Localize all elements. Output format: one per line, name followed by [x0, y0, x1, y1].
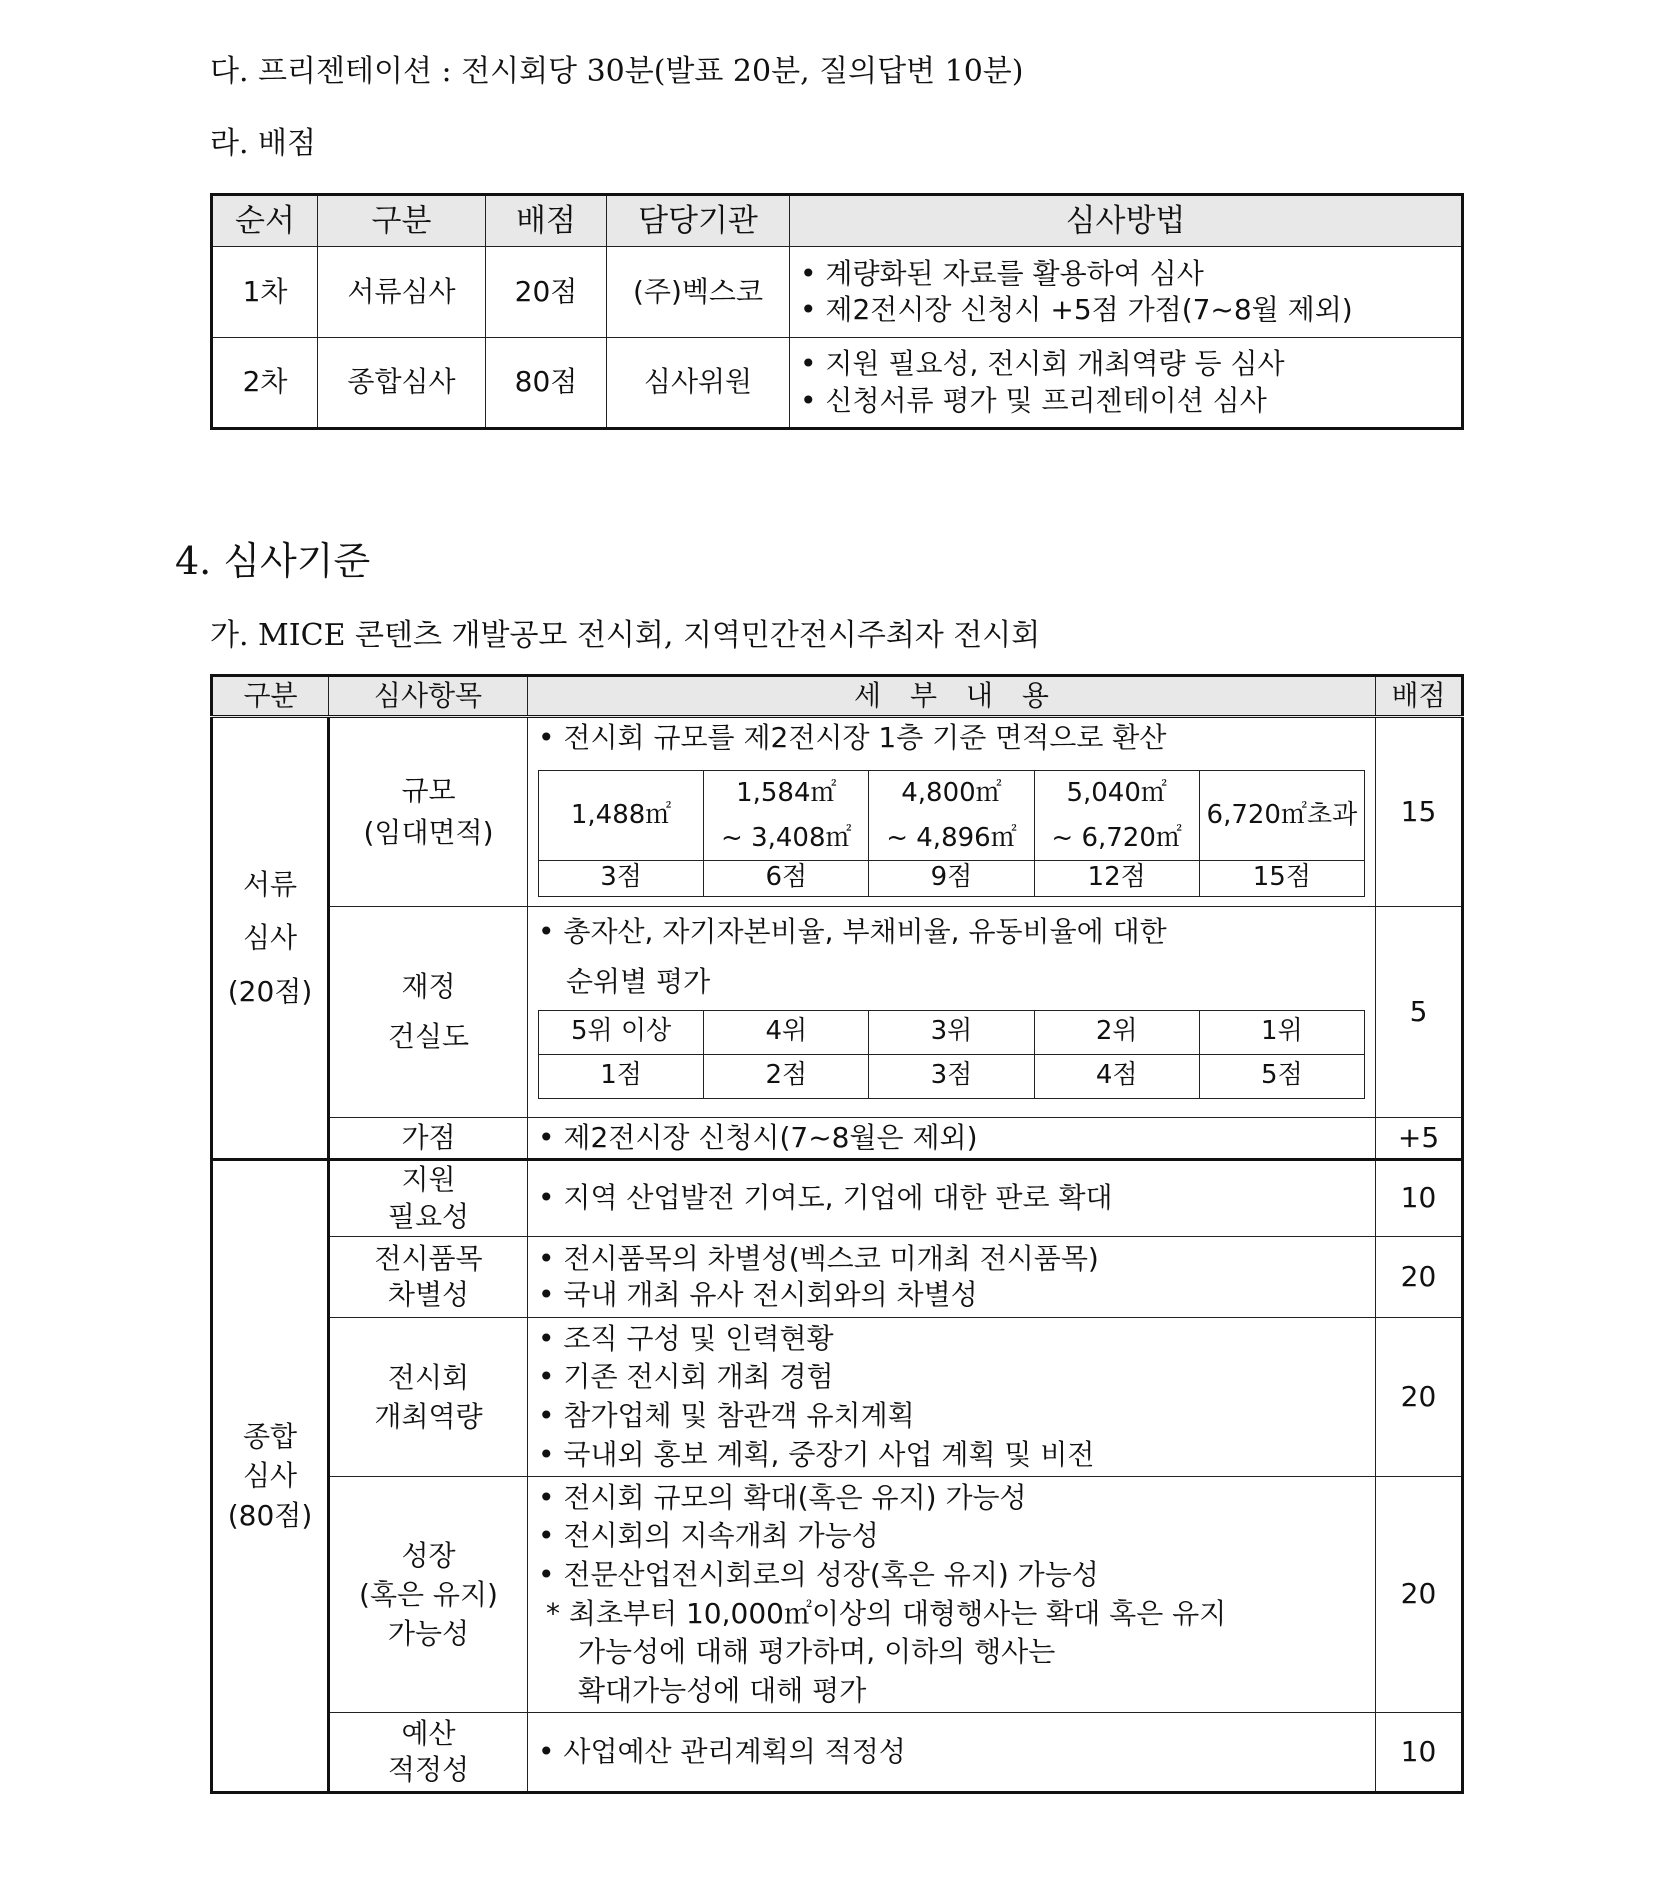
detail-text: • 전시회의 지속개최 가능성	[538, 1519, 879, 1553]
category-label: 서류	[242, 868, 298, 902]
table-row	[212, 247, 1463, 338]
table-row	[212, 1318, 1463, 1477]
detail-text: • 조직 구성 및 인력현황	[538, 1321, 834, 1355]
score-need: 10	[1376, 1160, 1463, 1237]
points-cell: 1점	[539, 1054, 704, 1098]
range-cell: 6,720㎡초과	[1199, 771, 1364, 860]
item-budget: 예산 적정성	[329, 1713, 528, 1793]
points-cell: 6점	[704, 860, 869, 896]
detail-finance	[528, 907, 1376, 1118]
points-cell: 3점	[539, 860, 704, 896]
item-label: 규모	[401, 774, 456, 807]
points-cell: 2점	[704, 1054, 869, 1098]
rank-cell: 3위	[869, 1010, 1034, 1054]
method-item: • 신청서류 평가 및 프리젠테이션 심사	[800, 383, 1267, 417]
score: 80점	[486, 338, 607, 429]
detail-need	[528, 1160, 1376, 1237]
score-bonus: +5	[1376, 1118, 1463, 1160]
category-document-review	[212, 717, 329, 1160]
item-finance	[329, 907, 528, 1118]
method-item: • 제2전시장 신청시 +5점 가점(7~8월 제외)	[800, 293, 1353, 326]
method-item: • 계량화된 자료를 활용하여 심사	[800, 256, 1204, 290]
item-differentiation: 전시품목 차별성	[329, 1237, 528, 1318]
rank-cell: 2위	[1034, 1010, 1199, 1054]
table-row	[212, 1477, 1463, 1713]
table-row	[212, 338, 1463, 429]
detail-differentiation	[528, 1237, 1376, 1318]
score: 20점	[486, 247, 607, 338]
table-row	[212, 1713, 1463, 1793]
item-capacity: 전시회 개최역량	[329, 1318, 528, 1477]
section-subtitle: 가. MICE 콘텐츠 개발공모 전시회, 지역민간전시주최자 전시회	[210, 618, 1041, 653]
header-score: 배점	[1376, 676, 1463, 717]
score-growth: 20	[1376, 1477, 1463, 1713]
scoring-table	[210, 193, 1464, 430]
item-growth: 성장 (혹은 유지) 가능성	[329, 1477, 528, 1713]
header-method: 심사방법	[790, 195, 1463, 247]
detail-text: 순위별 평가	[566, 965, 711, 999]
note-text: * 최초부터 10,000㎡이상의 대형행사는 확대 혹은 유지	[546, 1596, 1227, 1630]
detail-text: • 국내 개최 유사 전시회와의 차별성	[538, 1278, 978, 1311]
range-cell: 1,584㎡ ~ 3,408㎡	[704, 771, 869, 860]
table-row	[212, 907, 1463, 1118]
detail-text: • 사업예산 관리계획의 적정성	[538, 1734, 906, 1768]
category-label: 심사	[242, 921, 298, 955]
section-title: 4. 심사기준	[175, 539, 371, 583]
detail-text: • 국내외 홍보 계획, 중장기 사업 계획 및 비전	[538, 1437, 1095, 1471]
points-cell: 15점	[1199, 860, 1364, 896]
detail-capacity	[528, 1318, 1376, 1477]
table-row	[212, 1118, 1463, 1160]
methods	[790, 247, 1463, 338]
agency: 심사위원	[607, 338, 790, 429]
table-row	[212, 717, 1463, 907]
criteria-table	[210, 674, 1464, 1794]
item-label: 건실도	[387, 1020, 470, 1053]
detail-text: • 전시회 규모를 제2전시장 1층 기준 면적으로 환산	[538, 721, 1167, 754]
points-cell: 4점	[1034, 1054, 1199, 1098]
detail-text: • 전시회 규모의 확대(혹은 유지) 가능성	[538, 1480, 1027, 1514]
criteria-table-header	[212, 676, 1463, 717]
note-text: 가능성에 대해 평가하며, 이하의 행사는	[578, 1635, 1056, 1669]
category-label: (80점)	[227, 1498, 313, 1532]
points-cell: 12점	[1034, 860, 1199, 896]
type: 서류심사	[318, 247, 486, 338]
detail-growth	[528, 1477, 1376, 1713]
detail-text: • 전시품목의 차별성(벡스코 미개최 전시품목)	[538, 1241, 1099, 1275]
scale-points-table	[538, 770, 1365, 896]
range-cell: 4,800㎡ ~ 4,896㎡	[869, 771, 1034, 860]
range-cell: 5,040㎡ ~ 6,720㎡	[1034, 771, 1199, 860]
table-row	[212, 1237, 1463, 1318]
score-scale: 15	[1376, 717, 1463, 907]
score-differentiation: 20	[1376, 1237, 1463, 1318]
detail-text: • 전문산업전시회로의 성장(혹은 유지) 가능성	[538, 1557, 1099, 1591]
scoring-heading: 라. 배점	[210, 126, 317, 161]
rank-cell: 4위	[704, 1010, 869, 1054]
range-cell: 1,488㎡	[539, 771, 704, 860]
header-detail: 세 부 내 용	[528, 676, 1376, 717]
type: 종합심사	[318, 338, 486, 429]
detail-text: • 참가업체 및 참관객 유치계획	[538, 1399, 915, 1432]
note-text: 확대가능성에 대해 평가	[578, 1673, 867, 1707]
header-item: 심사항목	[329, 676, 528, 717]
category-label: 심사	[242, 1459, 298, 1493]
item-scale	[329, 717, 528, 907]
points-cell: 3점	[869, 1054, 1034, 1098]
order: 1차	[212, 247, 318, 338]
header-agency: 담당기관	[607, 195, 790, 247]
header-category: 구분	[212, 676, 329, 717]
order: 2차	[212, 338, 318, 429]
points-cell: 5점	[1199, 1054, 1364, 1098]
item-label: 재정	[401, 969, 456, 1003]
agency: (주)벡스코	[607, 247, 790, 338]
category-comprehensive-review	[212, 1160, 329, 1793]
table-row	[212, 1160, 1463, 1237]
detail-text: • 기존 전시회 개최 경험	[538, 1360, 834, 1394]
score-capacity: 20	[1376, 1318, 1463, 1477]
detail-bonus: • 제2전시장 신청시(7~8월은 제외)	[528, 1118, 1376, 1160]
points-cell: 9점	[869, 860, 1034, 896]
item-label: (임대면적)	[363, 816, 494, 849]
methods	[790, 338, 1463, 429]
detail-text: • 총자산, 자기자본비율, 부채비율, 유동비율에 대한	[538, 915, 1167, 948]
detail-text: • 지역 산업발전 기여도, 기업에 대한 판로 확대	[538, 1181, 1113, 1215]
detail-budget	[528, 1713, 1376, 1793]
detail-scale	[528, 717, 1376, 907]
category-label: (20점)	[227, 974, 313, 1008]
method-item: • 지원 필요성, 전시회 개최역량 등 심사	[800, 347, 1285, 381]
item-need: 지원 필요성	[329, 1160, 528, 1237]
rank-cell: 5위 이상	[539, 1010, 704, 1054]
header-score: 배점	[486, 195, 607, 247]
scoring-table-header	[212, 195, 1463, 247]
item-bonus: 가점	[329, 1118, 528, 1160]
rank-cell: 1위	[1199, 1010, 1364, 1054]
score-finance: 5	[1376, 907, 1463, 1118]
score-budget: 10	[1376, 1713, 1463, 1793]
presentation-text: 다. 프리젠테이션 : 전시회당 30분(발표 20분, 질의답변 10분)	[210, 54, 1024, 89]
header-type: 구분	[318, 195, 486, 247]
rank-points-table	[538, 1010, 1365, 1099]
category-label: 종합	[242, 1420, 298, 1454]
header-order: 순서	[212, 195, 318, 247]
